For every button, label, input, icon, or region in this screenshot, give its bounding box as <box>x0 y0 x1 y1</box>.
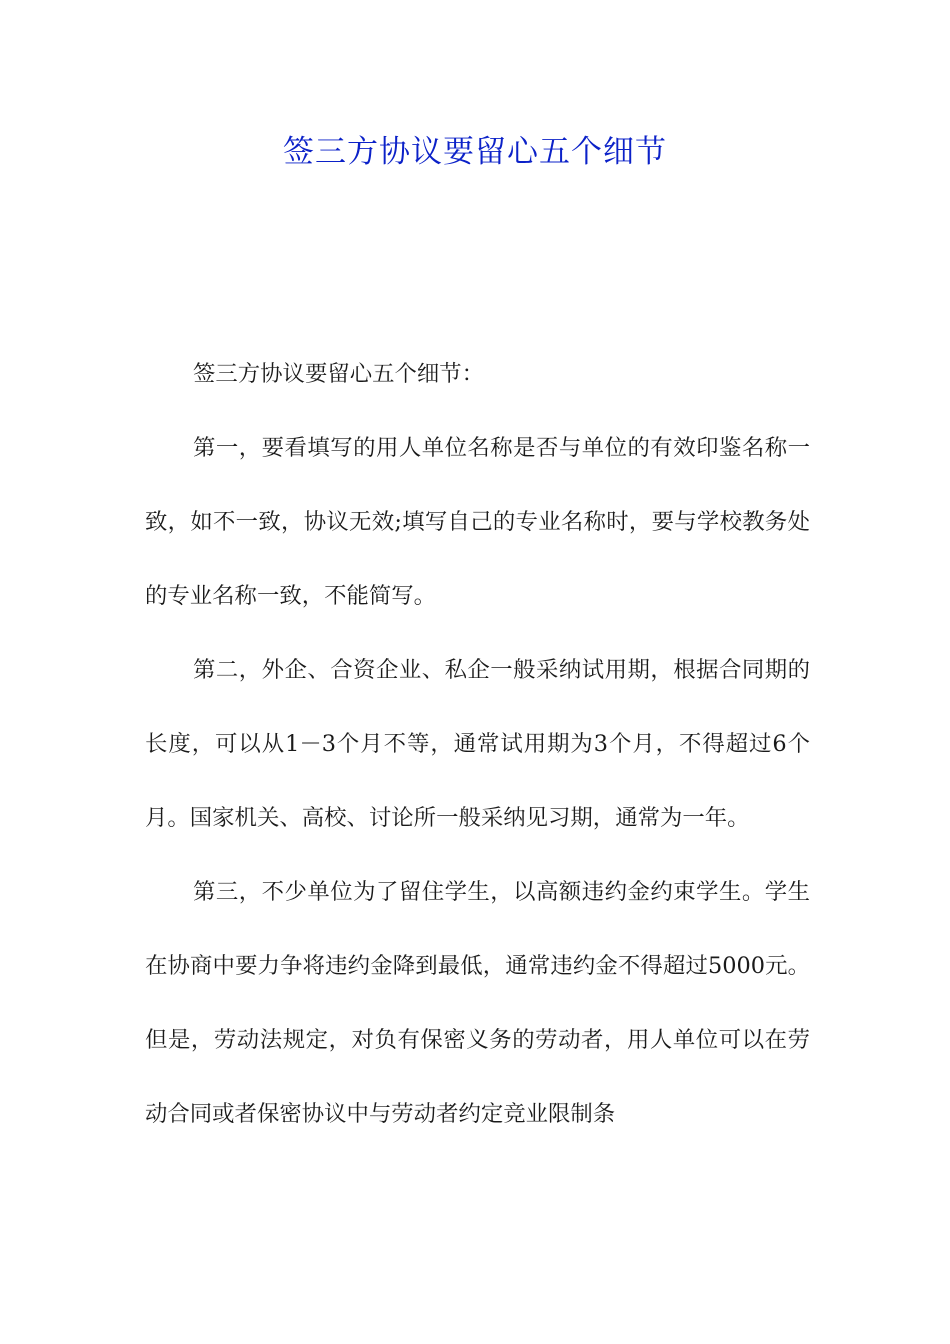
paragraph-intro: 签三方协议要留心五个细节： <box>193 361 485 387</box>
paragraph-first-point: 第一，要看填写的用人单位名称是否与单位的有效印鉴名称一致，如不一致，协议无效;填写自己的专业名称时，要与学校教务处的专业名称一致，不能简写。 <box>145 435 810 609</box>
paragraph-third-point: 第三，不少单位为了留住学生，以高额违约金约束学生。学生在协商中要力争将违约金降到最低，通常违约金不得超过5000元。但是，劳动法规定，对负有保密义务的劳动者，用人单位可以在劳动合同或者保密协议中与劳动者约定竞业限制条 <box>145 879 810 1127</box>
document-body <box>145 337 810 1151</box>
document-title: 签三方协议要留心五个细节 <box>283 134 667 170</box>
paragraph-second-point: 第二，外企、合资企业、私企一般采纳试用期，根据合同期的长度，可以从1－3个月不等，通常试用期为3个月，不得超过6个月。国家机关、高校、讨论所一般采纳见习期，通常为一年。 <box>145 657 810 831</box>
